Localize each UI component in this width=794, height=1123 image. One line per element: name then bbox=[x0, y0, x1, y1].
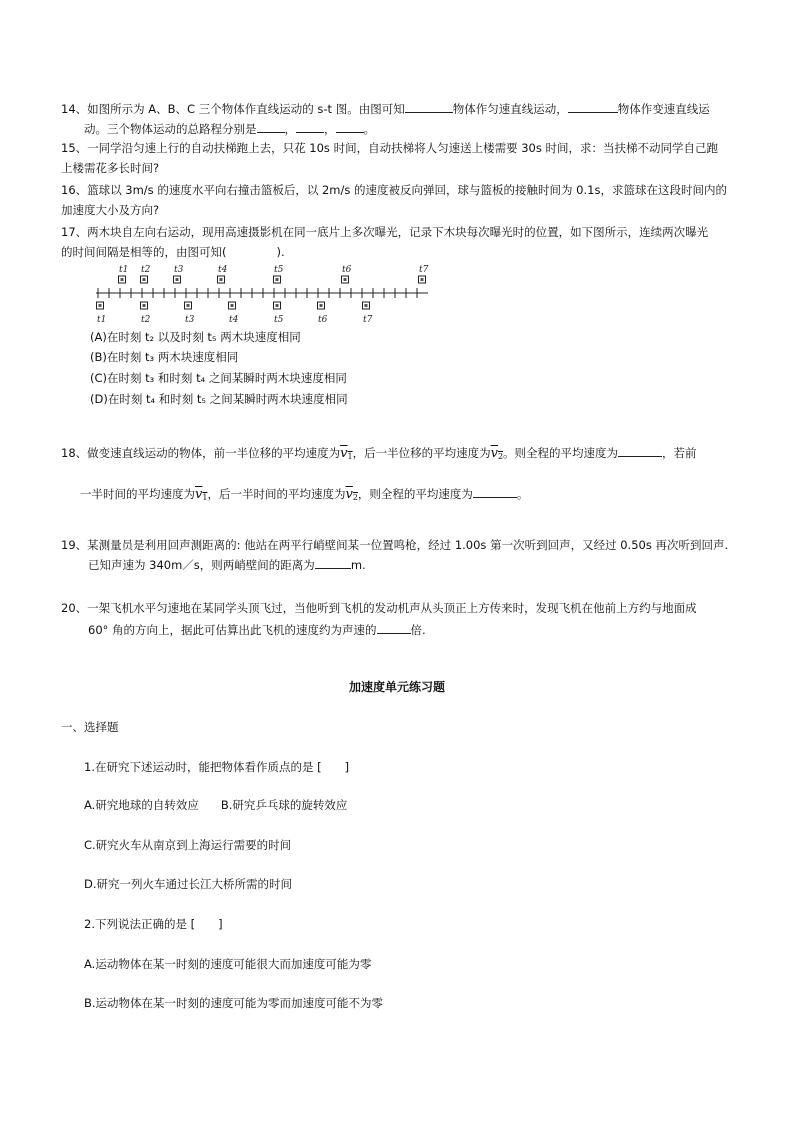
q18-text-g: ，则全程的平均速度为 bbox=[357, 487, 473, 501]
q14-text-c: 物体作变速直线运 bbox=[617, 102, 710, 116]
q14-line1 bbox=[61, 101, 710, 116]
q18-line2 bbox=[80, 485, 528, 507]
bottom-7-label: t7 bbox=[363, 315, 373, 324]
q18-text-h: 。 bbox=[516, 487, 529, 501]
top-3-block-fill bbox=[176, 278, 179, 281]
q17-line2 bbox=[61, 245, 285, 259]
top-1-block-fill bbox=[121, 278, 124, 281]
bottom-2-block-fill bbox=[143, 304, 146, 307]
bottom-1-block-fill bbox=[99, 304, 102, 307]
q17-option-b[interactable]: (B)在时刻 t₃ 两木块速度相同 bbox=[90, 350, 239, 364]
q17-option-c[interactable]: (C)在时刻 t₃ 和时刻 t₄ 之间某瞬时两木块速度相同 bbox=[90, 371, 347, 385]
q18-line1 bbox=[61, 444, 697, 466]
q18-text-f: ，后一半时间的平均速度为 bbox=[207, 487, 346, 501]
q20-text-a: 60° 角的方向上，据此可估算出此飞机的速度约为声速的 bbox=[88, 623, 377, 637]
q17-option-a[interactable]: (A)在时刻 t₂ 以及时刻 t₅ 两木块速度相同 bbox=[90, 330, 301, 344]
top-2-label: t2 bbox=[141, 265, 151, 275]
mc-q2-option-a[interactable]: A.运动物体在某一时刻的速度可能很大而加速度可能为零 bbox=[84, 957, 372, 971]
top-4-block-fill bbox=[220, 278, 223, 281]
bottom-5-block-fill bbox=[276, 304, 279, 307]
q19-line2 bbox=[88, 557, 366, 572]
q16-line2: 加速度大小及方向? bbox=[61, 203, 160, 217]
bottom-3-label: t3 bbox=[185, 315, 195, 324]
bottom-4-block-fill bbox=[231, 304, 234, 307]
q14-sep: ， bbox=[324, 122, 336, 136]
q17-text-b: ). bbox=[276, 245, 285, 259]
q14-blank-1[interactable] bbox=[405, 101, 453, 113]
avg-velocity-v2: $v_2$ bbox=[345, 487, 358, 502]
q18-text-d: ，若前 bbox=[662, 446, 697, 460]
q18-blank-2[interactable] bbox=[473, 486, 517, 498]
q14-text-a: 14、如图所示为 A、B、C 三个物体作直线运动的 s-t 图。由图可知 bbox=[61, 102, 405, 116]
top-1-label: t1 bbox=[119, 265, 129, 275]
mc-q1-option-a[interactable]: A.研究地球的自转效应 bbox=[84, 798, 199, 812]
q17-option-d[interactable]: (D)在时刻 t₄ 和时刻 t₅ 之间某瞬时两木块速度相同 bbox=[90, 392, 348, 406]
top-blocks bbox=[119, 265, 429, 283]
top-7-block-fill bbox=[421, 278, 424, 281]
bottom-7-block-fill bbox=[365, 304, 368, 307]
top-6-label: t6 bbox=[342, 265, 352, 275]
top-4-label: t4 bbox=[218, 265, 228, 275]
q17-line1: 17、两木块自左向右运动，现用高速摄影机在同一底片上多次曝光，记录下木块每次曝光时的位置，如下图所示，连续两次曝光 bbox=[61, 225, 709, 239]
q14-blank-3[interactable] bbox=[257, 121, 285, 133]
q14-sep: ， bbox=[284, 122, 296, 136]
bottom-blocks bbox=[97, 302, 373, 324]
q18-text-b: ，后一半位移的平均速度为 bbox=[352, 446, 491, 460]
section-title: 加速度单元练习题 bbox=[348, 680, 445, 694]
avg-velocity-v2: $v_2$ bbox=[490, 446, 504, 461]
q18-blank-1[interactable] bbox=[618, 445, 662, 457]
exposure-diagram bbox=[92, 262, 432, 324]
mc-q2-option-b[interactable]: B.运动物体在某一时刻的速度可能为零而加速度可能不为零 bbox=[84, 996, 384, 1010]
bottom-6-label: t6 bbox=[318, 315, 328, 324]
q19-text-a: 已知声速为 340m／s，则两峭壁间的距离为 bbox=[88, 558, 315, 572]
q18-text-c: 。则全程的平均速度为 bbox=[503, 446, 619, 460]
q18-text-e: 一半时间的平均速度为 bbox=[80, 487, 195, 501]
top-6-block-fill bbox=[344, 278, 347, 281]
bottom-6-block-fill bbox=[320, 304, 323, 307]
top-5-block-fill bbox=[276, 278, 279, 281]
bottom-2-label: t2 bbox=[141, 315, 151, 324]
q14-blank-2[interactable] bbox=[568, 101, 618, 113]
q20-text-b: 倍. bbox=[410, 623, 426, 637]
q17-text-a: 的时间间隔是相等的，由图可知( bbox=[61, 245, 227, 259]
q18-text-a: 18、做变速直线运动的物体，前一半位移的平均速度为 bbox=[61, 446, 341, 460]
bottom-5-label: t5 bbox=[274, 315, 284, 324]
q14-blank-4[interactable] bbox=[296, 121, 324, 133]
q14-blank-5[interactable] bbox=[336, 121, 364, 133]
mc-q1-option-b[interactable]: B.研究乒乓球的旋转效应 bbox=[220, 798, 348, 812]
q19-blank[interactable] bbox=[315, 557, 351, 569]
q15-line1: 15、一同学沿匀速上行的自动扶梯跑上去，只花 10s 时间，自动扶梯将人匀速送上楼需要 30s 时间，求：当扶梯不动同学自己跑 bbox=[61, 141, 718, 155]
q19-line1: 19、某测量员是利用回声测距离的: 他站在两平行峭壁间某一位置鸣枪，经过 1.00s 第一次听到回声，又经过 0.50s 再次听到回声. bbox=[61, 538, 729, 552]
bottom-1-label: t1 bbox=[97, 315, 107, 324]
mc-question-1: 1.在研究下述运动时，能把物体看作质点的是 [ ] bbox=[84, 760, 350, 774]
top-3-label: t3 bbox=[174, 265, 184, 275]
q14-end: 。 bbox=[363, 122, 375, 136]
mc-q1-option-d[interactable]: D.研究一列火车通过长江大桥所需的时间 bbox=[84, 877, 293, 891]
q20-line1: 20、一架飞机水平匀速地在某同学头顶飞过，当他听到飞机的发动机声从头顶正上方传来时，发现飞机在他前上方约与地面成 bbox=[61, 601, 697, 615]
top-5-label: t5 bbox=[274, 265, 284, 275]
q16-line1: 16、篮球以 3m/s 的速度水平向右撞击篮板后，以 2m/s 的速度被反向弹回，球与篮板的接触时间为 0.1s，求篮球在这段时间内的 bbox=[61, 183, 727, 197]
avg-velocity-v1: $v_1$ bbox=[340, 446, 353, 461]
q20-line2 bbox=[88, 622, 426, 637]
q14-line2 bbox=[84, 121, 375, 136]
mc-question-2: 2.下列说法正确的是 [ ] bbox=[84, 917, 223, 931]
avg-velocity-v1: $v_1$ bbox=[195, 487, 208, 502]
q15-line2: 上楼需花多长时间? bbox=[61, 161, 160, 175]
q20-blank[interactable] bbox=[377, 622, 411, 634]
q14-text-b: 物体作匀速直线运动， bbox=[452, 102, 568, 116]
q14-text-d: 动。三个物体运动的总路程分别是 bbox=[84, 122, 257, 136]
top-7-label: t7 bbox=[419, 265, 429, 275]
q19-text-b: m. bbox=[350, 558, 366, 572]
mc-q1-options-ab bbox=[84, 798, 347, 812]
mc-q1-option-c[interactable]: C.研究火车从南京到上海运行需要的时间 bbox=[84, 838, 292, 852]
bottom-3-block-fill bbox=[187, 304, 190, 307]
section-heading: 一、选择题 bbox=[61, 720, 119, 734]
top-2-block-fill bbox=[143, 278, 146, 281]
bottom-4-label: t4 bbox=[229, 315, 239, 324]
